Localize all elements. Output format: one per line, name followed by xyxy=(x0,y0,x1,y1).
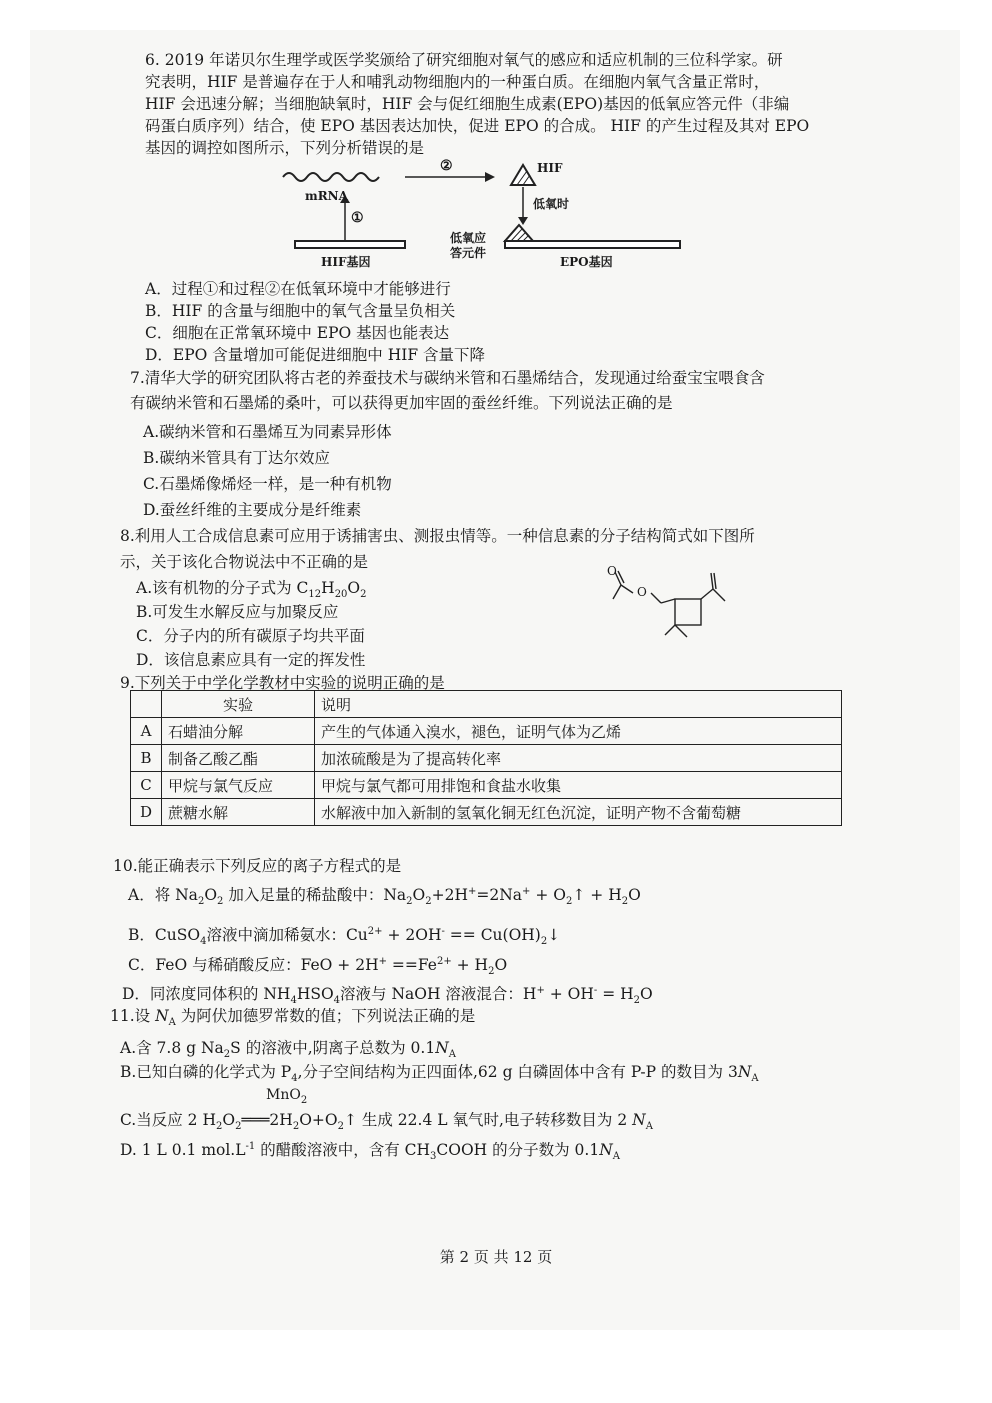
q11-d-t0: D. 1 L 0.1 mol.L xyxy=(120,1141,246,1159)
q11-c-catalyst-t0: MnO xyxy=(266,1087,301,1103)
q9-row-c-experiment: 甲烷与氯气反应 xyxy=(162,772,315,799)
q11-a-t0: A.含 7.8 g Na xyxy=(120,1039,224,1057)
q9-table-header xyxy=(131,691,842,718)
q10-b-t2: + 2OH xyxy=(382,926,442,944)
q9-row-b-explanation: 加浓硫酸是为了提高转化率 xyxy=(315,745,842,772)
q8-a-text: A.该有机物的分子式为 C xyxy=(136,579,309,597)
q10-option-c xyxy=(128,955,508,978)
q10-a-t7: ↑ + H xyxy=(572,886,622,904)
step2-arrow-head xyxy=(485,172,495,182)
q11-c-s4: 2 xyxy=(337,1121,344,1133)
q6-option-b: B．HIF 的含量与细胞中的氧气含量呈负相关 xyxy=(145,302,456,320)
q11-c-t2: ═══2H xyxy=(241,1111,293,1129)
q11-option-d xyxy=(120,1140,620,1163)
table-row xyxy=(131,772,842,799)
q10-a-s1: 2 xyxy=(197,896,205,908)
q10-b-t3: == Cu(OH) xyxy=(444,926,541,944)
q11-c-t0: C.当反应 2 H xyxy=(120,1111,216,1129)
hif-regulation-diagram xyxy=(275,155,695,275)
mrna-label: mRNA xyxy=(305,189,348,203)
q8-a-sub-c: 12 xyxy=(308,589,322,601)
cyclobutane-ring xyxy=(675,599,701,625)
q10-b-t0: B．CuSO xyxy=(128,926,201,944)
q6-option-d: D．EPO 含量增加可能促进细胞中 HIF 含量下降 xyxy=(145,346,486,364)
q10-option-a xyxy=(128,885,641,908)
q7-option-b: B.碳纳米管具有丁达尔效应 xyxy=(143,449,330,467)
q7-option-c: C.石墨烯像烯烃一样，是一种有机物 xyxy=(143,475,392,493)
low-oxygen-arrow-head xyxy=(518,217,528,225)
q10-c-p2: 2+ xyxy=(436,955,452,967)
table-row xyxy=(131,718,842,745)
q11-a-s1: 2 xyxy=(223,1049,231,1061)
q10-c-t1: ==Fe xyxy=(386,956,437,974)
mrna-wave xyxy=(283,173,379,181)
q10-a-s6: 2 xyxy=(621,896,629,908)
q10-a-s3: 2 xyxy=(406,896,413,908)
methyl-1 xyxy=(665,625,675,635)
q10-option-b xyxy=(128,925,561,948)
q10-c-t2: + H xyxy=(451,956,489,974)
q11-c-t4: ↑ 生成 22.4 L 氧气时,电子转移数目为 2 xyxy=(343,1111,633,1129)
q10-d-t0: D．同浓度同体积的 NH xyxy=(122,985,291,1003)
q10-a-p1: + xyxy=(467,885,477,897)
q9-row-b-label: B xyxy=(131,745,162,772)
q9-row-d-explanation: 水解液中加入新制的氢氧化铜无红色沉淀，证明产物不含葡萄糖 xyxy=(315,799,842,826)
q10-a-t5: =2Na xyxy=(476,886,523,904)
q6-option-c: C．细胞在正常氧环境中 EPO 基因也能表达 xyxy=(145,324,450,342)
q10-a-s4: 2 xyxy=(425,896,432,908)
q9-row-d-label: D xyxy=(131,799,162,826)
pheromone-structure xyxy=(595,563,745,643)
hif-protein-triangle xyxy=(511,165,535,185)
isopropenyl-bond xyxy=(701,589,713,599)
q6-stem-line-3: HIF 会迅速分解；当细胞缺氧时，HIF 会与促红细胞生成素(EPO)基因的低氧应答元件（非编 xyxy=(145,95,790,113)
response-element-label-2: 答元件 xyxy=(450,246,487,260)
q10-a-p2: + xyxy=(522,885,531,897)
q11-stem-t0: 11.设 xyxy=(110,1007,156,1025)
q10-option-d xyxy=(122,984,653,1007)
q10-stem: 10.能正确表示下列反应的离子方程式的是 xyxy=(113,857,402,875)
q10-b-t4: ↓ xyxy=(547,926,561,944)
q11-c-t1: O xyxy=(222,1111,236,1129)
q7-stem-line-2: 有碳纳米管和石墨烯的桑叶，可以获得更加牢固的蚕丝纤维。下列说法正确的是 xyxy=(130,394,673,412)
q11-c-na-sub: A xyxy=(645,1121,653,1133)
q11-d-s1: 3 xyxy=(430,1151,437,1163)
q10-a-t2: 加入足量的稀盐酸中：Na xyxy=(223,886,407,904)
q11-b-s1: 4 xyxy=(291,1073,298,1085)
q9-stem: 9.下列关于中学化学教材中实验的说明正确的是 xyxy=(120,674,445,692)
q9-table xyxy=(130,690,842,826)
q8-stem-line-2: 示，关于该化合物说法中不正确的是 xyxy=(120,553,369,571)
q10-b-p1: 2+ xyxy=(367,925,383,937)
q11-b-na-sub: A xyxy=(751,1073,759,1085)
q10-d-t2: 溶液与 NaOH 溶液混合：H xyxy=(340,985,537,1003)
q11-stem-t1: 为阿伏加德罗常数的值；下列说法正确的是 xyxy=(175,1007,476,1025)
q10-a-t4: +2H xyxy=(431,886,468,904)
q8-a-h: H xyxy=(321,579,335,597)
q11-c-s3: 2 xyxy=(292,1121,300,1133)
q10-d-p1: + xyxy=(536,984,545,996)
methyl-2 xyxy=(675,625,687,637)
q11-stem-na-sub: A xyxy=(168,1017,176,1029)
q11-d-p1: -1 xyxy=(245,1140,256,1152)
q8-a-o: O xyxy=(347,579,361,597)
hif-label: HIF xyxy=(537,161,563,175)
q11-c-catalyst xyxy=(266,1085,307,1105)
step1-label: ① xyxy=(351,210,364,226)
q11-b-t0: B.已知白磷的化学式为 P xyxy=(120,1063,292,1081)
q11-d-t2: COOH 的分子数为 0.1 xyxy=(436,1141,600,1159)
q10-c-s1: 2 xyxy=(488,966,495,978)
q11-a-t1: S 的溶液中,阴离子总数为 0.1 xyxy=(230,1039,436,1057)
isopropenyl-double-2 xyxy=(714,573,716,589)
pheromone-structure-svg xyxy=(595,563,745,643)
q11-c-t3: O+O xyxy=(299,1111,338,1129)
q9-header-experiment: 实验 xyxy=(162,691,315,718)
q11-stem xyxy=(110,1006,476,1029)
q9-row-a-label: A xyxy=(131,718,162,745)
q11-c-catalyst-sub: 2 xyxy=(300,1094,308,1106)
q9-row-c-explanation: 甲烷与氯气都可用排饱和食盐水收集 xyxy=(315,772,842,799)
q7-option-d: D.蚕丝纤维的主要成分是纤维素 xyxy=(143,501,362,519)
q10-d-s1: 4 xyxy=(290,995,297,1007)
q7-option-a: A.碳纳米管和石墨烯互为同素异形体 xyxy=(143,423,392,441)
q10-a-s5: 2 xyxy=(565,896,573,908)
page-footer: 第 2 页 共 12 页 xyxy=(439,1248,553,1266)
q8-stem-line-1: 8.利用人工合成信息素可应用于诱捕害虫、测报虫情等。一种信息素的分子结构简式如下图所 xyxy=(120,527,755,545)
q10-c-t0: C．FeO 与稀硝酸反应：FeO + 2H xyxy=(128,956,379,974)
q6-stem-line-4: 码蛋白质序列）结合，使 EPO 基因表达加快，促进 EPO 的合成。 HIF 的产生过程及其对 EPO xyxy=(145,117,810,135)
q11-b-na: N xyxy=(737,1063,752,1081)
q10-b-p2: - xyxy=(441,925,445,937)
q8-a-sub-h: 20 xyxy=(334,589,348,601)
q9-row-d-experiment: 蔗糖水解 xyxy=(162,799,315,826)
epo-gene-bar xyxy=(505,241,680,248)
q8-option-b: B.可发生水解反应与加聚反应 xyxy=(136,603,339,621)
q10-a-s2: 2 xyxy=(217,896,224,908)
q11-b-t1: ,分子空间结构为正四面体,62 g 白磷固体中含有 P-P 的数目为 3 xyxy=(297,1063,738,1081)
q6-stem-line-5: 基因的调控如图所示，下列分析错误的是 xyxy=(145,139,425,157)
q11-a-na-sub: A xyxy=(448,1049,457,1061)
epo-gene-label: EPO基因 xyxy=(560,255,613,269)
isopropenyl-double-1 xyxy=(711,573,713,589)
response-element-label-1: 低氧应 xyxy=(450,231,487,245)
q11-d-na: N xyxy=(599,1141,613,1159)
isopropenyl-methyl xyxy=(713,589,725,601)
q6-stem-line-2: 究表明，HIF 是普遍存在于人和哺乳动物细胞内的一种蛋白质。在细胞内氧气含量正常时， xyxy=(145,73,770,91)
bond-1 xyxy=(613,585,621,599)
q11-option-a xyxy=(120,1038,457,1061)
q6-stem-line-1: 6. 2019 年诺贝尔生理学或医学奖颁给了研究细胞对氧气的感应和适应机制的三位科学家。研 xyxy=(145,51,783,69)
q9-header-explanation: 说明 xyxy=(315,691,842,718)
q11-option-c xyxy=(120,1110,653,1133)
q11-d-t1: 的醋酸溶液中，含有 CH xyxy=(255,1141,431,1159)
q8-option-d: D．该信息素应具有一定的挥发性 xyxy=(136,651,366,669)
q10-d-t5: O xyxy=(640,985,653,1003)
step2-label: ② xyxy=(440,158,453,174)
q8-a-sub-o: 2 xyxy=(360,589,367,601)
q10-b-s2: 2 xyxy=(540,936,548,948)
q10-d-t1: HSO xyxy=(296,985,334,1003)
q10-a-t6: + O xyxy=(530,886,566,904)
q11-c-s2: 2 xyxy=(235,1121,242,1133)
q10-a-t0: A．将 Na xyxy=(128,886,198,904)
q7-stem-line-1: 7.清华大学的研究团队将古老的养蚕技术与碳纳米管和石墨烯结合，发现通过给蚕宝宝喂食含 xyxy=(130,369,765,387)
q10-c-t3: O xyxy=(494,956,508,974)
hif-gene-bar xyxy=(295,241,405,248)
q10-b-s1: 4 xyxy=(200,936,207,948)
q10-a-t3: O xyxy=(412,886,426,904)
q11-stem-na: N xyxy=(155,1007,169,1025)
q9-row-a-experiment: 石蜡油分解 xyxy=(162,718,315,745)
q10-d-t3: + OH xyxy=(544,985,594,1003)
q10-c-p1: + xyxy=(378,955,387,967)
q10-d-t4: = H xyxy=(597,985,634,1003)
q9-row-b-experiment: 制备乙酸乙酯 xyxy=(162,745,315,772)
ester-o-bond xyxy=(651,593,661,603)
q11-c-na: N xyxy=(632,1111,646,1129)
q10-a-t8: O xyxy=(628,886,641,904)
hif-gene-label: HIF基因 xyxy=(321,255,371,269)
q9-row-a-explanation: 产生的气体通入溴水，褪色，证明气体为乙烯 xyxy=(315,718,842,745)
q11-d-na-sub: A xyxy=(612,1151,620,1163)
q10-a-t1: O xyxy=(204,886,218,904)
ester-oxygen-label: O xyxy=(637,585,647,599)
q10-d-p2: - xyxy=(593,984,598,996)
table-row xyxy=(131,745,842,772)
low-oxygen-label: 低氧时 xyxy=(533,197,570,211)
q11-c-s1: 2 xyxy=(215,1121,223,1133)
q9-row-c-label: C xyxy=(131,772,162,799)
carbonyl-oxygen-label: O xyxy=(607,564,617,578)
q10-b-t1: 溶液中滴加稀氨水：Cu xyxy=(206,926,368,944)
q11-option-b xyxy=(120,1062,759,1085)
q10-d-s3: 2 xyxy=(633,995,641,1007)
ester-bond xyxy=(621,585,633,593)
q9-header-blank xyxy=(131,691,162,718)
q10-d-s2: 4 xyxy=(333,995,341,1007)
q6-option-a: A．过程①和过程②在低氧环境中才能够进行 xyxy=(145,280,451,298)
table-row xyxy=(131,799,842,826)
ring-link xyxy=(661,599,675,603)
q8-option-c: C．分子内的所有碳原子均共平面 xyxy=(136,627,365,645)
q8-option-a xyxy=(136,578,367,601)
q11-a-na: N xyxy=(435,1039,449,1057)
